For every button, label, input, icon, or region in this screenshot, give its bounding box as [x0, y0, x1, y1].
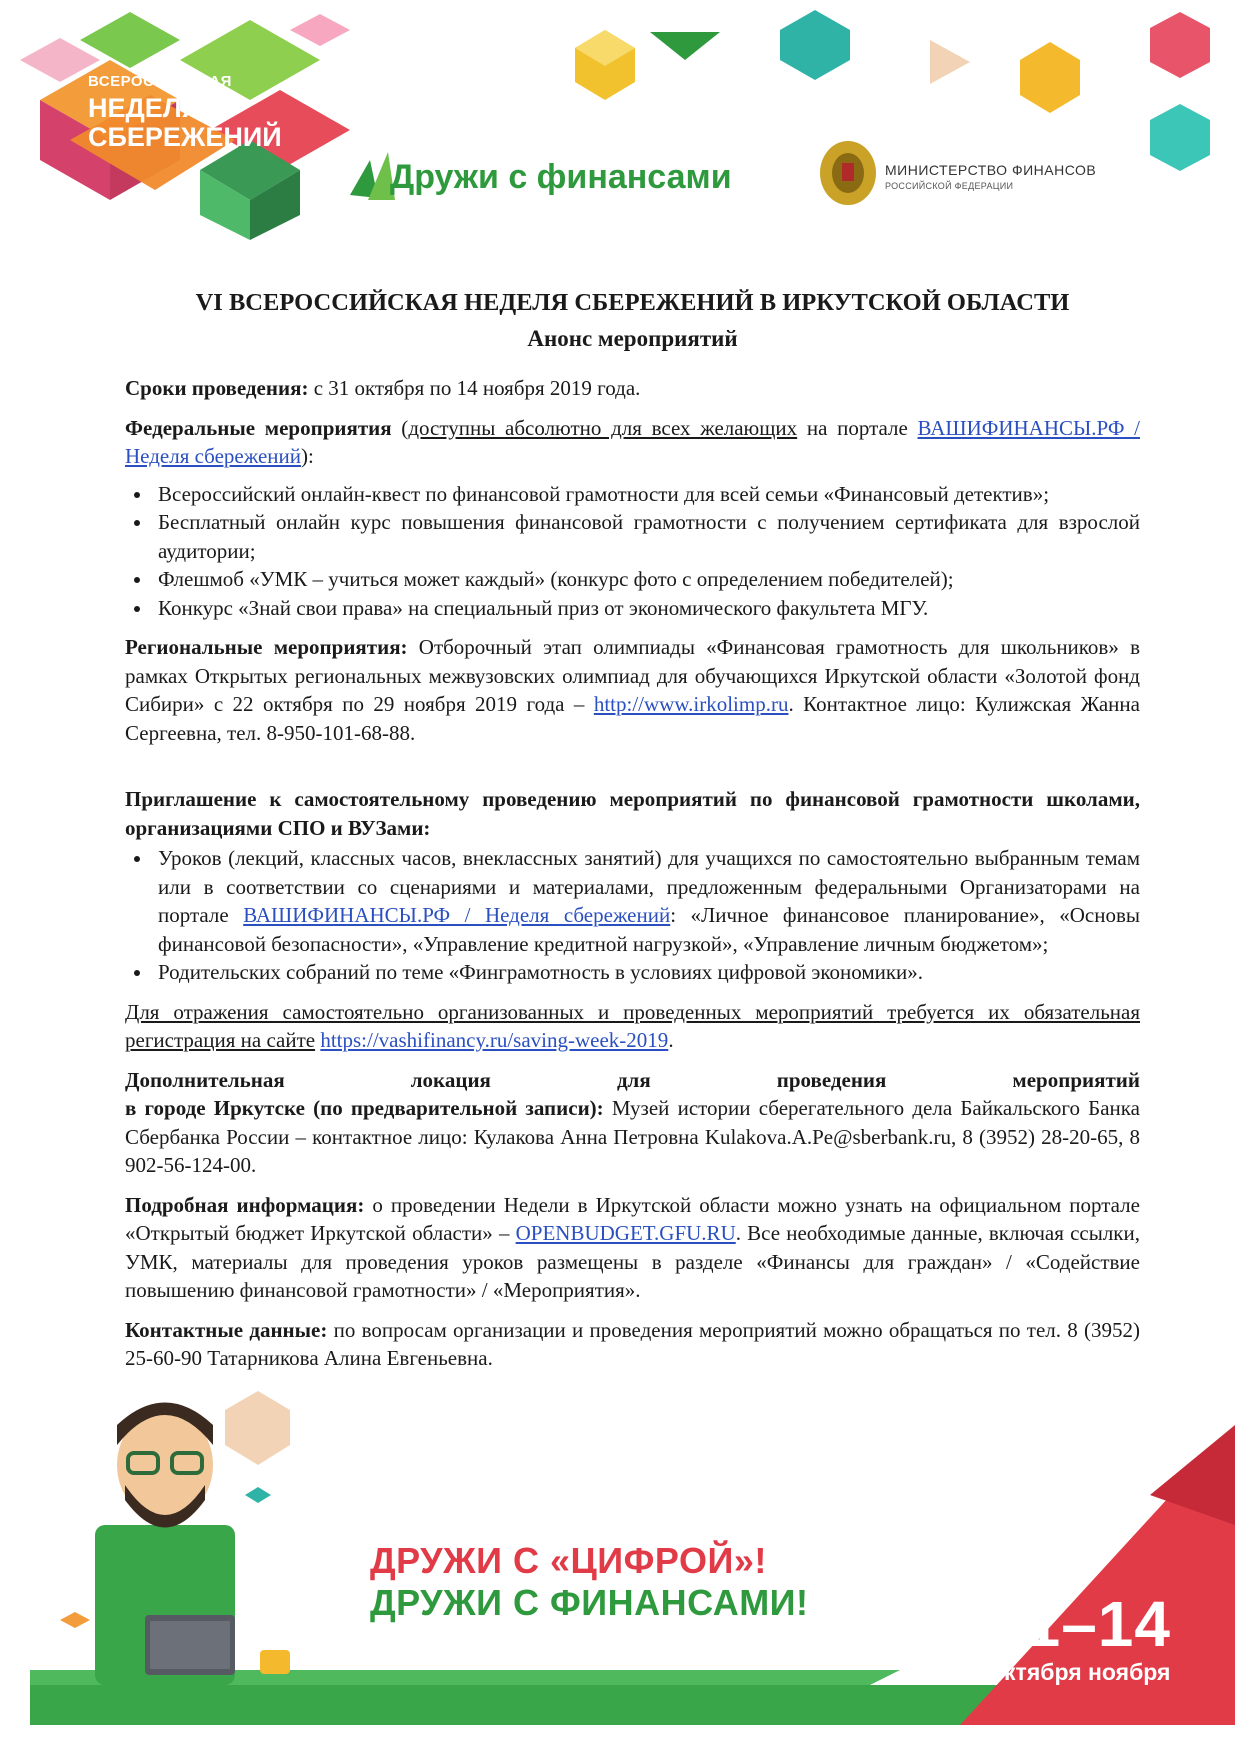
page-header	[0, 0, 1235, 260]
regional-text: Отборочный этап олимпиады «Финансовая грамотность для школьников» в рамках Открытых региональных межвузовских олимпиад для обучающихся Иркутской области «Золотой фонд Сибири» с 22 октября по 29 ноября 2019 года –	[125, 635, 1140, 716]
openbudget-link[interactable]: OPENBUDGET.GFU.RU	[515, 1221, 736, 1245]
list-item: • Родительских собраний по теме «Финграмотность в условиях цифровой экономики».	[153, 958, 1140, 987]
coat-of-arms-icon	[820, 141, 876, 205]
brand-logo-mark	[350, 152, 395, 200]
slogan-line2: ДРУЖИ С ФИНАНСАМИ!	[370, 1582, 809, 1623]
list-item: • Бесплатный онлайн курс повышения финансовой грамотности с получением сертификата для взрослой аудитории;	[153, 508, 1140, 565]
list-item	[153, 844, 1140, 958]
page-title: VI ВСЕРОССИЙСКАЯ НЕДЕЛЯ СБЕРЕЖЕНИЙ В ИРКУТСКОЙ ОБЛАСТИ	[195, 289, 1070, 316]
federal-label: Федеральные мероприятия	[125, 415, 392, 440]
vashifinansy-link[interactable]: ВАШИФИНАНСЫ.РФ / Неделя сбережений	[125, 415, 1140, 468]
ministry-logo-text	[885, 162, 1096, 191]
date-range: 31–14	[988, 1588, 1171, 1660]
list-item: • Всероссийский онлайн-квест по финансовой грамотности для всей семьи «Финансовый детектив»;	[153, 480, 1140, 509]
page-subtitle: Анонс мероприятий	[527, 326, 738, 351]
registration-link[interactable]: https://vashifinancy.ru/saving-week-2019	[320, 1028, 669, 1052]
event-logo-line3: СБЕРЕЖЕНИЙ	[88, 122, 282, 152]
invite-item1-tail: : «Личное финансовое планирование», «Основы финансовой безопасности», «Управление кредитной нагрузкой», «Управление личным бюджетом»;	[158, 903, 1140, 956]
event-logo-text	[88, 74, 282, 151]
irkolimp-link[interactable]: http://www.irkolimp.ru	[593, 692, 789, 716]
invite-item1-text: Уроков (лекций, классных часов, внеклассных занятий) для учащихся по самостоятельно выбранным темам или в соответствии со сценариями и материалами, предложенным федеральными Организаторами на портале	[158, 846, 1140, 927]
info-paragraph	[125, 1191, 1140, 1305]
registration-text: Для отражения самостоятельно организованных и проведенных мероприятий требуется их обязательная регистрация на сайте	[125, 999, 1140, 1052]
invite-heading-text: Приглашение к самостоятельному проведению мероприятий по финансовой грамотности школами, организациями СПО и ВУЗами:	[125, 787, 1140, 840]
dates-label: Сроки проведения:	[125, 376, 309, 400]
registration-paragraph	[125, 998, 1140, 1055]
invite-list	[125, 844, 1140, 987]
list-item: • Конкурс «Знай свои права» на специальный приз от экономического факультета МГУ.	[153, 594, 1140, 623]
contacts-paragraph	[125, 1316, 1140, 1373]
list-item: • Флешмоб «УМК – учиться может каждый» (конкурс фото с определением победителей);	[153, 565, 1140, 594]
regional-tail: . Контактное лицо: Кулижская Жанна Сергеевна, тел. 8-950-101-68-88.	[125, 692, 1140, 745]
location-label-line1	[125, 1066, 1140, 1095]
contacts-label: Контактные данные:	[125, 1317, 328, 1342]
location-paragraph	[125, 1094, 1140, 1180]
location-label-text2: в городе Иркутске (по предварительной записи):	[125, 1096, 604, 1120]
ministry-line2: РОССИЙСКОЙ ФЕДЕРАЦИИ	[885, 181, 1014, 191]
info-text: о проведении Недели в Иркутской области можно узнать на официальном портале «Открытый бюджет Иркутской области» –	[125, 1192, 1140, 1245]
federal-paragraph	[125, 414, 1140, 471]
contacts-text: по вопросам организации и проведения мероприятий можно обращаться по тел. 8 (3952) 25-60-90 Татарникова Алина Евгеньевна.	[125, 1317, 1140, 1370]
federal-close: ):	[301, 444, 314, 468]
info-tail: . Все необходимые данные, включая ссылки, УМК, материалы для проведения уроков размещены в разделе «Финансы для граждан» / «Содействие повышению финансовой грамотности» / «Мероприятия».	[125, 1221, 1140, 1302]
vashifinansy-link-2[interactable]: ВАШИФИНАНСЫ.РФ / Неделя сбережений	[243, 903, 671, 927]
slogan-line1: ДРУЖИ С «ЦИФРОЙ»!	[370, 1540, 767, 1581]
cartoon-character-illustration	[60, 1391, 290, 1685]
location-label-text1: Дополнительная локация для проведения мероприятий	[125, 1067, 1140, 1092]
federal-events-list	[125, 480, 1140, 623]
regional-label: Региональные мероприятия:	[125, 635, 408, 659]
regional-paragraph	[125, 633, 1140, 747]
invite-heading	[125, 785, 1140, 842]
info-label: Подробная информация:	[125, 1192, 365, 1217]
brand-name: Дружи с финансами	[390, 158, 732, 196]
location-text: Музей истории сберегательного дела Байкальского Банка Сбербанка России – контактное лицо: Кулакова Анна Петровна Kulakova.A.Pe@sberbank.ru, 8 (3952) 28-20-65, 8 902-56-124-00.	[125, 1096, 1140, 1177]
dates-text: с 31 октября по 14 ноября 2019 года.	[308, 376, 641, 400]
registration-dot: .	[668, 1028, 674, 1052]
event-logo-line1: ВСЕРОССИЙСКАЯ	[88, 73, 232, 90]
event-logo-line2: НЕДЕЛЯ	[88, 93, 202, 123]
date-months: октября ноября	[990, 1659, 1171, 1685]
federal-availability: доступны абсолютно для всех желающих	[408, 415, 798, 440]
dates-paragraph	[125, 374, 1140, 403]
document-body	[125, 286, 1140, 1373]
federal-paren: (	[391, 415, 409, 440]
page-footer	[0, 1385, 1235, 1742]
federal-middle: на портале	[797, 415, 918, 440]
decorative-cubes	[575, 10, 1210, 171]
ministry-line1: МИНИСТЕРСТВО ФИНАНСОВ	[885, 162, 1097, 178]
